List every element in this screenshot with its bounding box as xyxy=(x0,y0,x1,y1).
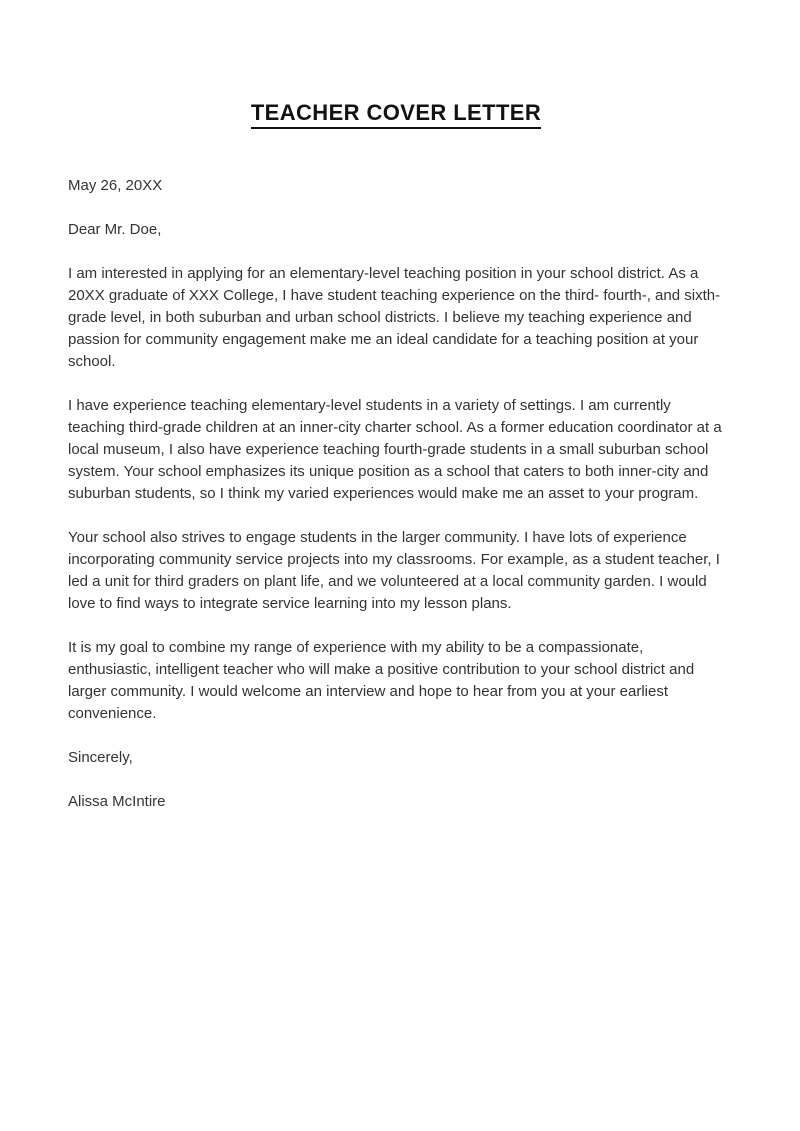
letter-paragraph: I am interested in applying for an elementary-level teaching position in your school district. As a 20XX graduate of XXX College, I have student teaching experience on the third- fourth-, and sixth-grade level, in both suburban and urban school districts. I believe my teaching experience and passion for community engagement make me an ideal candidate for a teaching position at your school. xyxy=(68,265,721,371)
letter-signature-name: Alissa McIntire xyxy=(68,793,166,811)
letter-date: May 26, 20XX xyxy=(68,177,163,195)
letter-paragraphs xyxy=(68,241,724,725)
letter-paragraph: I have experience teaching elementary-level students in a variety of settings. I am currently teaching third-grade children at an inner-city charter school. As a former education coordinator at a local museum, I also have experience teaching fourth-grade students in a small suburban school system. Your school emphasizes its unique position as a school that caters to both inner-city and suburban students, so I think my varied experiences would make me an asset to your program. xyxy=(68,397,722,503)
letter-body xyxy=(68,0,724,813)
letter-salutation: Dear Mr. Doe, xyxy=(68,221,162,239)
letter-paragraph: Your school also strives to engage students in the larger community. I have lots of experience incorporating community service projects into my classrooms. For example, as a student teacher, I led a unit for third graders on plant life, and we volunteered at a local community garden. I would love to find ways to integrate service learning into my lesson plans. xyxy=(68,529,720,613)
page-title xyxy=(68,0,724,129)
page-title-text: TEACHER COVER LETTER xyxy=(251,100,541,129)
letter-closing: Sincerely, xyxy=(68,749,133,767)
letter-paragraph: It is my goal to combine my range of experience with my ability to be a compassionate, enthusiastic, intelligent teacher who will make a positive contribution to your school district and larger community. I would welcome an interview and hope to hear from you at your earliest convenience. xyxy=(68,639,695,723)
